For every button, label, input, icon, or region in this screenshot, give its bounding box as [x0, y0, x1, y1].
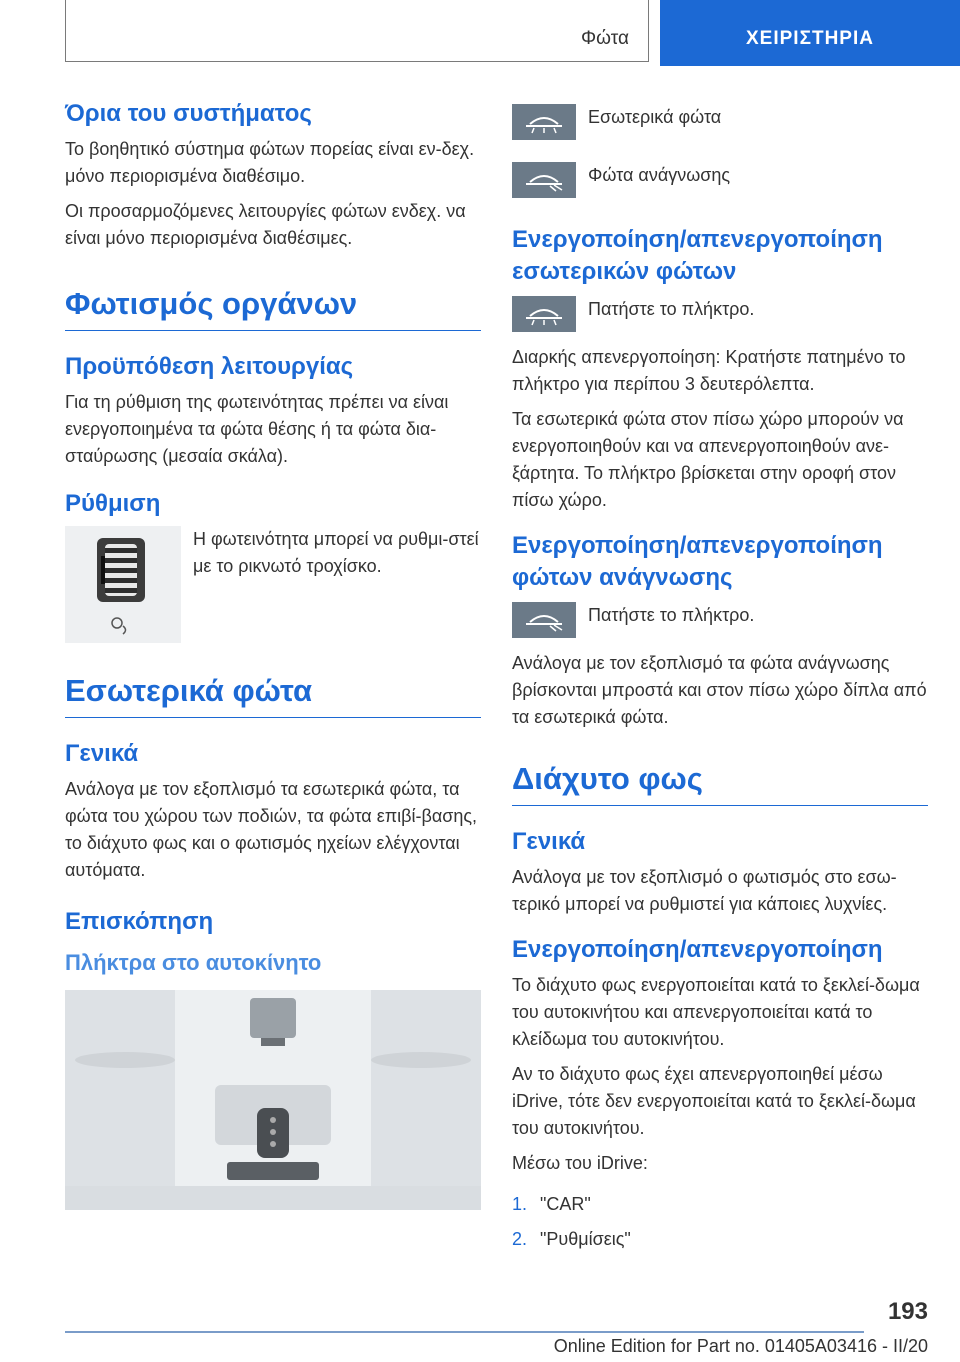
step-text: "CAR" [540, 1194, 591, 1214]
ambient-general-heading: Γενικά [512, 828, 586, 855]
limits-heading: Όρια του συστήματος [65, 100, 312, 127]
buttons-heading: Πλήκτρα στο αυτοκίνητο [65, 950, 322, 975]
interior-light-row [512, 104, 928, 140]
deactivate-paragraph: Διαρκής απενεργοποίηση: Κρατήστε πατημένο το πλήκτρο για περίπου 3 δευτερόλεπτα. [512, 347, 906, 394]
ambient-activate-p3: Μέσω του iDrive: [512, 1153, 648, 1173]
reading-light-icon [512, 162, 576, 198]
interior-lights-heading: Εσωτερικά φώτα [65, 673, 481, 718]
reading-paragraph: Ανάλογα με τον εξοπλισμό τα φώτα ανάγνωσης βρίσκονται μπροστά και στον πίσω χώρο δίπλα από τα εσωτερικά φώτα. [512, 653, 927, 727]
step-item [512, 1191, 928, 1218]
interior-light-icon [512, 296, 576, 332]
right-column [512, 104, 928, 1261]
activate-interior-heading: Ενεργοποίηση/απενεργοποίηση εσωτερικών φώτων [512, 226, 883, 285]
footer-edition: Online Edition for Part no. 01405A03416 - II/20 [553, 1336, 928, 1356]
limits-paragraph-1: Το βοηθητικό σύστημα φώτων πορείας είναι εν-δεχ. μόνο περιορισμένα διαθέσιμο. [65, 139, 475, 186]
general-paragraph: Ανάλογα με τον εξοπλισμό τα εσωτερικά φώτα, τα φώτα του χώρου των ποδιών, τα φώτα επιβί-βασης, το διάχυτο φως και ο φωτισμός ηχείων ελέγχονται αυτόματα. [65, 779, 478, 880]
section-title: Φώτα [581, 28, 629, 49]
activate-reading-heading: Ενεργοποίηση/απενεργοποίηση φώτων ανάγνωσης [512, 532, 883, 591]
ambient-activate-heading: Ενεργοποίηση/απενεργοποίηση [512, 936, 883, 963]
step-text: "Ρυθμίσεις" [540, 1229, 631, 1249]
footer-divider [65, 1331, 864, 1333]
prereq-paragraph: Για τη ρύθμιση της φωτεινότητας πρέπει να είναι ενεργοποιημένα τα φώτα θέσης ή τα φώτα δια-σταύρωσης (μεσαία σκάλα). [65, 392, 449, 466]
ambient-general-paragraph: Ανάλογα με τον εξοπλισμό ο φωτισμός στο εσω-τερικό μπορεί να ρυθμιστεί για κάποιες λυχνίες. [512, 867, 897, 914]
press-key-row-2 [512, 602, 928, 638]
limits-paragraph-2: Οι προσαρμοζόμενες λειτουργίες φώτων ενδεχ. να είναι μόνο περιορισμένα διαθέσιμες. [65, 201, 466, 248]
press-key-text-2: Πατήστε το πλήκτρο. [588, 605, 755, 625]
step-number: 2. [512, 1229, 528, 1249]
roof-console-image [65, 990, 481, 1210]
ambient-activate-p1: Το διάχυτο φως ενεργοποιείται κατά το ξεκλεί-δωμα του αυτοκινήτου και απενεργοποιείται κατά το κλείδωμα του αυτοκινήτου. [512, 975, 920, 1049]
adjust-heading: Ρύθμιση [65, 490, 161, 517]
dimmer-wheel-icon [65, 526, 181, 643]
reading-light-label: Φώτα ανάγνωσης [588, 165, 731, 185]
general-heading: Γενικά [65, 740, 139, 767]
adjust-row [65, 526, 481, 643]
reading-light-row [512, 162, 928, 198]
ambient-light-heading: Διάχυτο φως [512, 761, 928, 806]
left-column [65, 100, 481, 1210]
step-item [512, 1226, 928, 1253]
instrument-lighting-heading: Φωτισμός οργάνων [65, 286, 481, 331]
prereq-heading: Προϋπόθεση λειτουργίας [65, 353, 354, 380]
rear-paragraph: Τα εσωτερικά φώτα στον πίσω χώρο μπορούν να ενεργοποιηθούν και να απενεργοποιηθούν ανε-ξάρτητα. Το πλήκτρο βρίσκεται στην οροφή στον πίσω χώρο. [512, 409, 904, 510]
step-number: 1. [512, 1194, 528, 1214]
adjust-paragraph: Η φωτεινότητα μπορεί να ρυθμι-στεί με το ρικνωτό τροχίσκο. [193, 529, 479, 576]
interior-light-icon [512, 104, 576, 140]
ambient-activate-p2: Αν το διάχυτο φως έχει απενεργοποιηθεί μέσω iDrive, τότε δεν ενεργοποιείται κατά το ξεκλεί-δωμα του αυτοκινήτου. [512, 1064, 916, 1138]
chapter-tab: ΧΕΙΡΙΣΤΗΡΙΑ [660, 0, 960, 66]
overview-heading: Επισκόπηση [65, 908, 214, 935]
page-number: 193 [887, 1298, 928, 1325]
press-key-row-1 [512, 296, 928, 332]
interior-light-label: Εσωτερικά φώτα [588, 107, 722, 127]
reading-light-icon [512, 602, 576, 638]
press-key-text-1: Πατήστε το πλήκτρο. [588, 299, 755, 319]
